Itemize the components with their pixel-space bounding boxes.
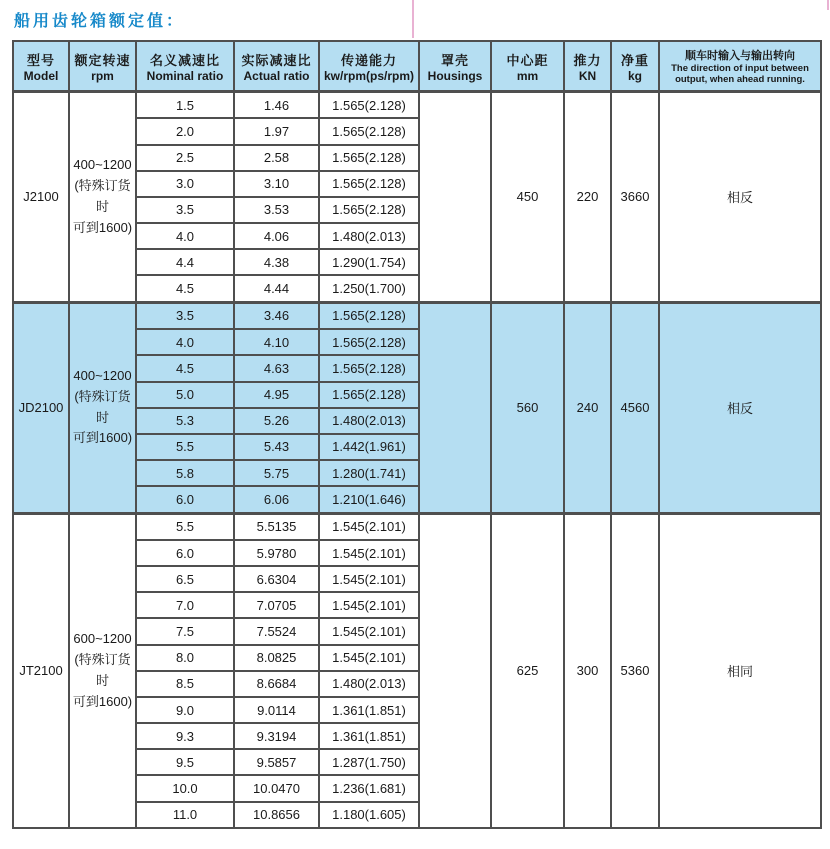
nominal-ratio-cell: 4.5	[136, 275, 234, 302]
col-header-thrust-en: KN	[578, 68, 597, 83]
actual-ratio-cell: 4.10	[234, 329, 319, 355]
actual-ratio-cell: 10.0470	[234, 775, 319, 801]
col-header-model-cn: 型号	[26, 52, 55, 68]
nominal-ratio-cell: 6.5	[136, 566, 234, 592]
col-header-actual-ratio-en: Actual ratio	[243, 68, 310, 83]
housings-cell	[419, 92, 491, 303]
capacity-cell: 1.480(2.013)	[319, 223, 419, 249]
capacity-cell: 1.236(1.681)	[319, 775, 419, 801]
model-cell: J2100	[13, 92, 69, 303]
housings-cell	[419, 513, 491, 828]
capacity-cell: 1.361(1.851)	[319, 697, 419, 723]
col-header-direction	[659, 41, 821, 92]
nominal-ratio-cell: 4.0	[136, 329, 234, 355]
capacity-cell: 1.545(2.101)	[319, 592, 419, 618]
nominal-ratio-cell: 5.5	[136, 434, 234, 460]
nominal-ratio-cell: 3.5	[136, 197, 234, 223]
col-header-model	[13, 41, 69, 92]
nominal-ratio-cell: 11.0	[136, 802, 234, 828]
capacity-cell: 1.280(1.741)	[319, 460, 419, 486]
actual-ratio-cell: 7.5524	[234, 618, 319, 644]
page-edge-tick	[827, 0, 829, 10]
actual-ratio-cell: 1.46	[234, 92, 319, 119]
capacity-cell: 1.565(2.128)	[319, 302, 419, 329]
col-header-net-weight	[611, 41, 659, 92]
capacity-cell: 1.565(2.128)	[319, 355, 419, 381]
col-header-nominal-ratio-en: Nominal ratio	[146, 68, 224, 83]
actual-ratio-cell: 5.5135	[234, 513, 319, 540]
capacity-cell: 1.442(1.961)	[319, 434, 419, 460]
actual-ratio-cell: 5.75	[234, 460, 319, 486]
col-header-actual-ratio-cn: 实际减速比	[241, 52, 312, 68]
net-weight-cell: 3660	[611, 92, 659, 303]
center-distance-cell: 450	[491, 92, 564, 303]
nominal-ratio-cell: 9.0	[136, 697, 234, 723]
actual-ratio-cell: 4.06	[234, 223, 319, 249]
nominal-ratio-cell: 5.3	[136, 408, 234, 434]
actual-ratio-cell: 8.0825	[234, 645, 319, 671]
col-header-actual-ratio	[234, 41, 319, 92]
actual-ratio-cell: 5.26	[234, 408, 319, 434]
nominal-ratio-cell: 4.0	[136, 223, 234, 249]
capacity-cell: 1.565(2.128)	[319, 171, 419, 197]
col-header-model-en: Model	[23, 68, 59, 83]
thrust-cell: 240	[564, 302, 611, 513]
capacity-cell: 1.361(1.851)	[319, 723, 419, 749]
nominal-ratio-cell: 3.0	[136, 171, 234, 197]
capacity-cell: 1.250(1.700)	[319, 275, 419, 302]
nominal-ratio-cell: 2.0	[136, 118, 234, 144]
col-header-direction-cn: 顺车时输入与输出转向	[685, 49, 795, 62]
capacity-cell: 1.545(2.101)	[319, 645, 419, 671]
rpm-cell: 600~1200 (特殊订货时 可到1600)	[69, 513, 136, 828]
col-header-thrust-cn: 推力	[573, 52, 602, 68]
rpm-cell: 400~1200 (特殊订货时 可到1600)	[69, 302, 136, 513]
capacity-cell: 1.565(2.128)	[319, 382, 419, 408]
nominal-ratio-cell: 3.5	[136, 302, 234, 329]
gearbox-spec-table	[12, 40, 822, 829]
actual-ratio-cell: 4.38	[234, 249, 319, 275]
nominal-ratio-cell: 2.5	[136, 145, 234, 171]
capacity-cell: 1.565(2.128)	[319, 329, 419, 355]
center-distance-cell: 625	[491, 513, 564, 828]
capacity-cell: 1.290(1.754)	[319, 249, 419, 275]
actual-ratio-cell: 10.8656	[234, 802, 319, 828]
col-header-rated-speed	[69, 41, 136, 92]
capacity-cell: 1.210(1.646)	[319, 486, 419, 513]
rpm-cell: 400~1200 (特殊订货时 可到1600)	[69, 92, 136, 303]
actual-ratio-cell: 6.06	[234, 486, 319, 513]
actual-ratio-cell: 2.58	[234, 145, 319, 171]
col-header-rated-speed-cn: 额定转速	[74, 52, 131, 68]
capacity-cell: 1.565(2.128)	[319, 92, 419, 119]
capacity-cell: 1.565(2.128)	[319, 118, 419, 144]
direction-cell: 相反	[659, 92, 821, 303]
col-header-net-weight-cn: 净重	[620, 52, 649, 68]
capacity-cell: 1.565(2.128)	[319, 197, 419, 223]
nominal-ratio-cell: 5.8	[136, 460, 234, 486]
col-header-capacity	[319, 41, 419, 92]
capacity-cell: 1.287(1.750)	[319, 749, 419, 775]
actual-ratio-cell: 1.97	[234, 118, 319, 144]
page-title: 船用齿轮箱额定值：	[14, 13, 186, 30]
nominal-ratio-cell: 8.0	[136, 645, 234, 671]
nominal-ratio-cell: 10.0	[136, 775, 234, 801]
actual-ratio-cell: 5.43	[234, 434, 319, 460]
page-fold-line	[412, 0, 414, 38]
nominal-ratio-cell: 5.5	[136, 513, 234, 540]
center-distance-cell: 560	[491, 302, 564, 513]
col-header-center-distance-cn: 中心距	[506, 52, 549, 68]
actual-ratio-cell: 6.6304	[234, 566, 319, 592]
col-header-housings-cn: 罩壳	[440, 52, 469, 68]
capacity-cell: 1.545(2.101)	[319, 540, 419, 566]
actual-ratio-cell: 4.63	[234, 355, 319, 381]
col-header-direction-en: The direction of input between output, when ahead running.	[671, 62, 809, 85]
model-cell: JT2100	[13, 513, 69, 828]
actual-ratio-cell: 7.0705	[234, 592, 319, 618]
col-header-center-distance	[491, 41, 564, 92]
actual-ratio-cell: 3.53	[234, 197, 319, 223]
col-header-capacity-en: kw/rpm(ps/rpm)	[323, 68, 414, 83]
capacity-cell: 1.180(1.605)	[319, 802, 419, 828]
col-header-nominal-ratio	[136, 41, 234, 92]
capacity-cell: 1.480(2.013)	[319, 671, 419, 697]
capacity-cell: 1.565(2.128)	[319, 145, 419, 171]
col-header-rated-speed-en: rpm	[91, 68, 114, 83]
nominal-ratio-cell: 7.5	[136, 618, 234, 644]
table-row	[13, 513, 821, 540]
actual-ratio-cell: 9.0114	[234, 697, 319, 723]
thrust-cell: 300	[564, 513, 611, 828]
direction-cell: 相同	[659, 513, 821, 828]
capacity-cell: 1.545(2.101)	[319, 513, 419, 540]
col-header-housings	[419, 41, 491, 92]
nominal-ratio-cell: 9.3	[136, 723, 234, 749]
nominal-ratio-cell: 9.5	[136, 749, 234, 775]
nominal-ratio-cell: 1.5	[136, 92, 234, 119]
actual-ratio-cell: 3.10	[234, 171, 319, 197]
nominal-ratio-cell: 5.0	[136, 382, 234, 408]
nominal-ratio-cell: 4.5	[136, 355, 234, 381]
col-header-nominal-ratio-cn: 名义减速比	[149, 52, 220, 68]
actual-ratio-cell: 9.5857	[234, 749, 319, 775]
col-header-capacity-cn: 传递能力	[340, 52, 397, 68]
nominal-ratio-cell: 6.0	[136, 540, 234, 566]
nominal-ratio-cell: 4.4	[136, 249, 234, 275]
net-weight-cell: 5360	[611, 513, 659, 828]
model-cell: JD2100	[13, 302, 69, 513]
actual-ratio-cell: 4.95	[234, 382, 319, 408]
thrust-cell: 220	[564, 92, 611, 303]
capacity-cell: 1.545(2.101)	[319, 618, 419, 644]
nominal-ratio-cell: 8.5	[136, 671, 234, 697]
actual-ratio-cell: 4.44	[234, 275, 319, 302]
net-weight-cell: 4560	[611, 302, 659, 513]
housings-cell	[419, 302, 491, 513]
table-body	[13, 92, 821, 829]
col-header-net-weight-en: kg	[627, 68, 642, 83]
col-header-center-distance-en: mm	[516, 68, 539, 83]
actual-ratio-cell: 3.46	[234, 302, 319, 329]
direction-cell: 相反	[659, 302, 821, 513]
capacity-cell: 1.545(2.101)	[319, 566, 419, 592]
col-header-housings-en: Housings	[427, 68, 483, 83]
table-row	[13, 302, 821, 329]
actual-ratio-cell: 9.3194	[234, 723, 319, 749]
nominal-ratio-cell: 7.0	[136, 592, 234, 618]
actual-ratio-cell: 5.9780	[234, 540, 319, 566]
header-row	[13, 41, 821, 92]
nominal-ratio-cell: 6.0	[136, 486, 234, 513]
capacity-cell: 1.480(2.013)	[319, 408, 419, 434]
table-row	[13, 92, 821, 119]
col-header-thrust	[564, 41, 611, 92]
actual-ratio-cell: 8.6684	[234, 671, 319, 697]
